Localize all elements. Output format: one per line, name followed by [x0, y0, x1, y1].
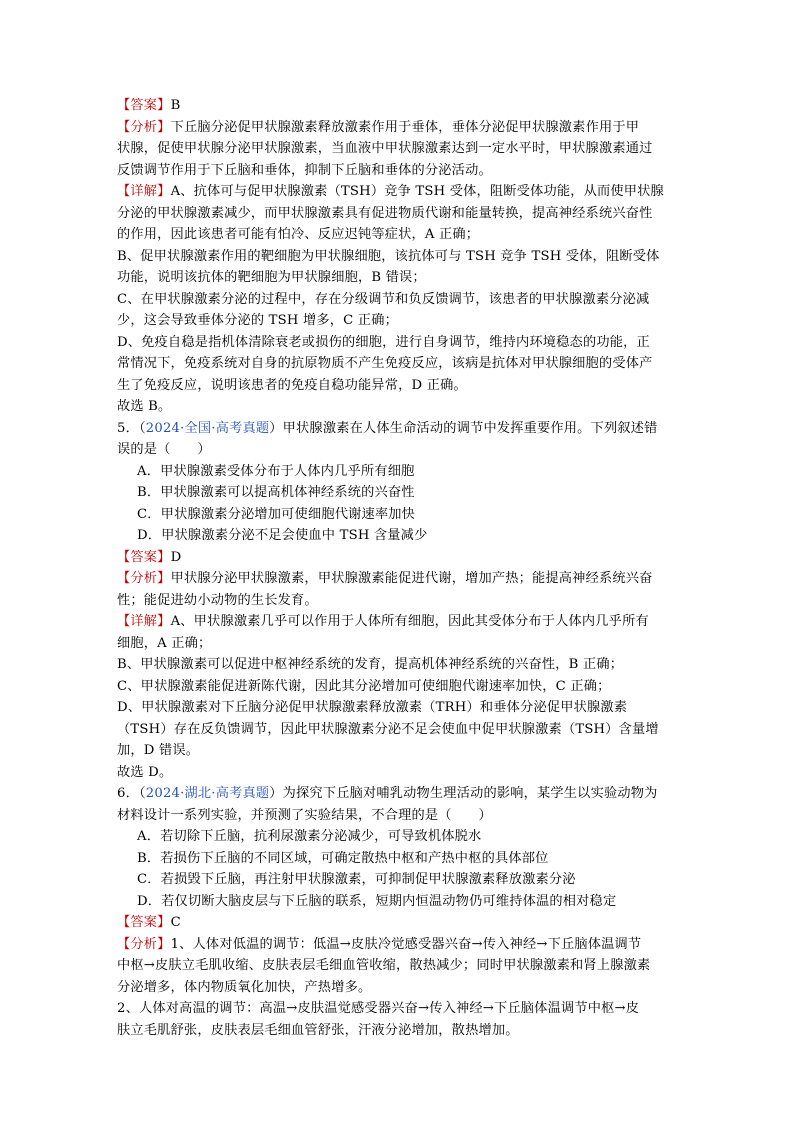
q4-detail-line: D、免疫自稳是指机体清除衰老或损伤的细胞，进行自身调节，维持内环境稳态的功能，正	[117, 334, 650, 350]
q4-answer-line	[117, 95, 677, 117]
q5-detail-line: D、甲状腺激素对下丘脑分泌促甲状腺激素释放激素（TRH）和垂体分泌促甲状腺激素	[117, 700, 628, 715]
answer-label: 【答案】	[117, 549, 171, 565]
analysis-label: 【分析】	[117, 936, 171, 952]
q6-analysis-line: 【分析】1、人体对低温的调节：低温→皮肤冷觉感受器兴奋→传入神经→下丘脑体温调节	[117, 936, 642, 952]
q5-option-d: D．甲状腺激素分泌不足会使血中 TSH 含量减少	[137, 528, 428, 543]
q4-detail-line: 常情况下，免疫系统对自身的抗原物质不产生免疫反应，该病是抗体对甲状腺细胞的受体产	[117, 356, 653, 371]
answer-label: 【答案】	[117, 915, 171, 930]
detail-label: 【详解】	[117, 184, 171, 199]
detail-label: 【详解】	[117, 614, 171, 629]
q4-detail-line: 的作用，因此该患者可能有怕冷、反应迟钝等症状，A 正确；	[117, 227, 480, 242]
q6-option-b: B．若损伤下丘脑的不同区域，可确定散热中枢和产热中枢的具体部位	[137, 850, 549, 866]
q5-answer-line	[117, 547, 677, 569]
analysis-label: 【分析】	[117, 119, 171, 135]
q5-detail-line: B、甲状腺激素可以促进中枢神经系统的发育，提高机体神经系统的兴奋性，B 正确；	[117, 657, 624, 672]
q5-detail-line: 加，D 错误。	[117, 743, 200, 758]
q4-detail-line: 分泌的甲状腺激素减少，而甲状腺激素具有促进物质代谢和能量转换，提高神经系统兴奋性	[117, 205, 653, 221]
q5-conclusion: 故选 D。	[117, 764, 173, 780]
q4-answer: B	[170, 98, 181, 113]
q6-answer-line	[117, 912, 677, 934]
q4-detail-line: C、在甲状腺激素分泌的过程中，存在分级调节和负反馈调节，该患者的甲状腺激素分泌减	[117, 291, 650, 307]
q5-stem: 误的是（ ）	[117, 442, 211, 457]
q6-analysis-line: 分泌增多，体内物质氧化加快，产热增多。	[117, 979, 372, 995]
q4-detail-line: B、促甲状腺激素作用的靶细胞为甲状腺细胞，该抗体可与 TSH 竞争 TSH 受体，阻断受体	[117, 248, 660, 264]
q6-stem: 材料设计一系列实验，并预测了实验结果，不合理的是（ ）	[117, 807, 492, 823]
q5-option-b: B．甲状腺激素可以提高机体神经系统的兴奋性	[137, 485, 415, 500]
q6-option-c: C．若损毁下丘脑，再注射甲状腺激素，可抑制促甲状腺激素释放激素分泌	[137, 872, 576, 887]
q5-source: 2024·全国·高考真题	[145, 420, 270, 436]
q5-number: 5．	[117, 420, 139, 436]
q6-answer: C	[170, 915, 181, 930]
q4-detail-line: 【详解】A、抗体可与促甲状腺激素（TSH）竞争 TSH 受体，阻断受体功能，从而使甲状腺	[117, 184, 664, 199]
q6-number: 6．	[117, 786, 139, 801]
q6-analysis-line: 肤立毛肌舒张，皮肤表层毛细血管舒张，汗液分泌增加，散热增加。	[117, 1022, 519, 1038]
q5-detail-line: （TSH）存在反负馈调节，因此甲状腺激素分泌不足会使血中促甲状腺激素（TSH）含量增	[117, 721, 659, 737]
q5-detail-line: 【详解】A、甲状腺激素几乎可以作用于人体所有细胞，因此其受体分布于人体内几乎所有	[117, 614, 649, 629]
q5-answer: D	[170, 549, 182, 565]
q6-stem: 6．（2024·湖北·高考真题）为探究下丘脑对哺乳动物生理活动的影响，某学生以实验动物为	[117, 786, 658, 801]
q4-detail-line: 生了免疫反应，说明该患者的免疫自稳功能异常，D 正确。	[117, 377, 467, 393]
q4-conclusion: 故选 B。	[117, 399, 172, 414]
q4-analysis-line: 【分析】下丘脑分泌促甲状腺激素释放激素作用于垂体，垂体分泌促甲状腺激素作用于甲	[117, 119, 640, 135]
q6-option-a: A．若切除下丘脑，抗利尿激素分泌减少，可导致机体脱水	[137, 829, 482, 844]
q5-stem: 5．（2024·全国·高考真题）甲状腺激素在人体生命活动的调节中发挥重要作用。下列叙述错	[117, 420, 658, 436]
q6-source: 2024·湖北·高考真题	[145, 786, 270, 801]
answer-label: 【答案】	[117, 98, 171, 113]
q5-detail-line: C、甲状腺激素能促进新陈代谢，因此其分泌增加可使细胞代谢速率加快，C 正确；	[117, 678, 611, 694]
analysis-label: 【分析】	[117, 571, 171, 586]
q5-detail-line: 细胞，A 正确；	[117, 635, 212, 651]
q5-analysis-line: 性；能促进幼小动物的生长发育。	[117, 592, 318, 608]
q4-analysis-line: 状腺，促使甲状腺分泌甲状腺激素，当血液中甲状腺激素达到一定水平时，甲状腺激素通过	[117, 141, 653, 156]
q4-detail-line: 功能，说明该抗体的靶细胞为甲状腺细胞，B 错误；	[117, 270, 426, 285]
q6-option-d: D．若仅切断大脑皮层与下丘脑的联系，短期内恒温动物仍可维持体温的相对稳定	[137, 893, 617, 909]
q4-detail-line: 少，这会导致垂体分泌的 TSH 增多，C 正确；	[117, 313, 398, 328]
q5-analysis-line: 【分析】甲状腺分泌甲状腺激素，甲状腺激素能促进代谢，增加产热；能提高神经系统兴奋	[117, 571, 653, 586]
q5-option-c: C．甲状腺激素分泌增加可使细胞代谢速率加快	[137, 506, 416, 522]
q6-analysis-line: 2、人体对高温的调节：高温→皮肤温觉感受器兴奋→传入神经→下丘脑体温调节中枢→皮	[117, 1001, 640, 1016]
q4-analysis-line: 反馈调节作用于下丘脑和垂体，抑制下丘脑和垂体的分泌活动。	[117, 162, 492, 178]
q6-analysis-line: 中枢→皮肤立毛肌收缩、皮肤表层毛细血管收缩，散热减少；同时甲状腺激素和肾上腺激素	[117, 958, 651, 973]
q5-option-a: A．甲状腺激素受体分布于人体内几乎所有细胞	[137, 463, 415, 479]
document-content	[117, 95, 677, 1041]
